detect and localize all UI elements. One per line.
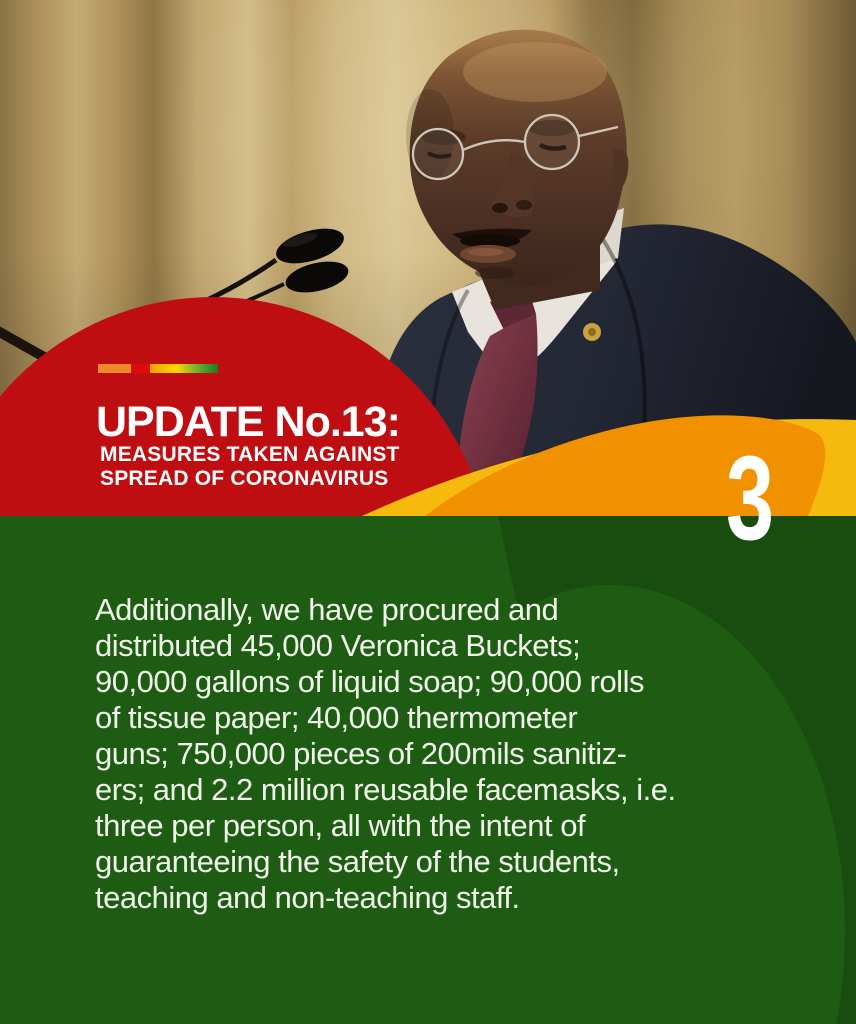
body-line: 90,000 gallons of liquid soap; 90,000 rolls xyxy=(95,664,644,699)
flag-bar-gradient-segment xyxy=(150,364,218,373)
flag-bar-red-segment xyxy=(131,364,150,373)
glasses-right-lens xyxy=(525,115,579,169)
body-line: three per person, all with the intent of xyxy=(95,808,586,843)
update-title: UPDATE No.13: xyxy=(96,398,400,446)
body-paragraph xyxy=(95,592,795,916)
update-subtitle-line2: SPREAD OF CORONAVIRUS xyxy=(100,467,389,490)
head-highlight xyxy=(463,42,607,102)
body-line: of tissue paper; 40,000 thermometer xyxy=(95,700,578,735)
chin-crease xyxy=(475,267,515,279)
page-number: 3 xyxy=(725,431,775,565)
lip-highlight xyxy=(468,248,504,256)
body-line: teaching and non-teaching staff. xyxy=(95,880,520,915)
body-line: guns; 750,000 pieces of 200mils sanitiz- xyxy=(95,736,627,771)
body-line: distributed 45,000 Veronica Buckets; xyxy=(95,628,581,663)
flag-bar-orange-segment xyxy=(98,364,131,373)
glasses-left-lens xyxy=(413,129,463,179)
body-line: Additionally, we have procured and xyxy=(95,592,559,627)
flag-accent-bar xyxy=(98,364,218,373)
nostril-left xyxy=(492,203,508,213)
lapel-pin-center xyxy=(588,328,596,336)
body-line: guaranteeing the safety of the students, xyxy=(95,844,620,879)
body-line: ers; and 2.2 million reusable facemasks, i.e. xyxy=(95,772,676,807)
nostril-right xyxy=(516,200,532,210)
update-subtitle-line1: MEASURES TAKEN AGAINST xyxy=(100,443,400,466)
update-subtitle xyxy=(100,443,400,491)
